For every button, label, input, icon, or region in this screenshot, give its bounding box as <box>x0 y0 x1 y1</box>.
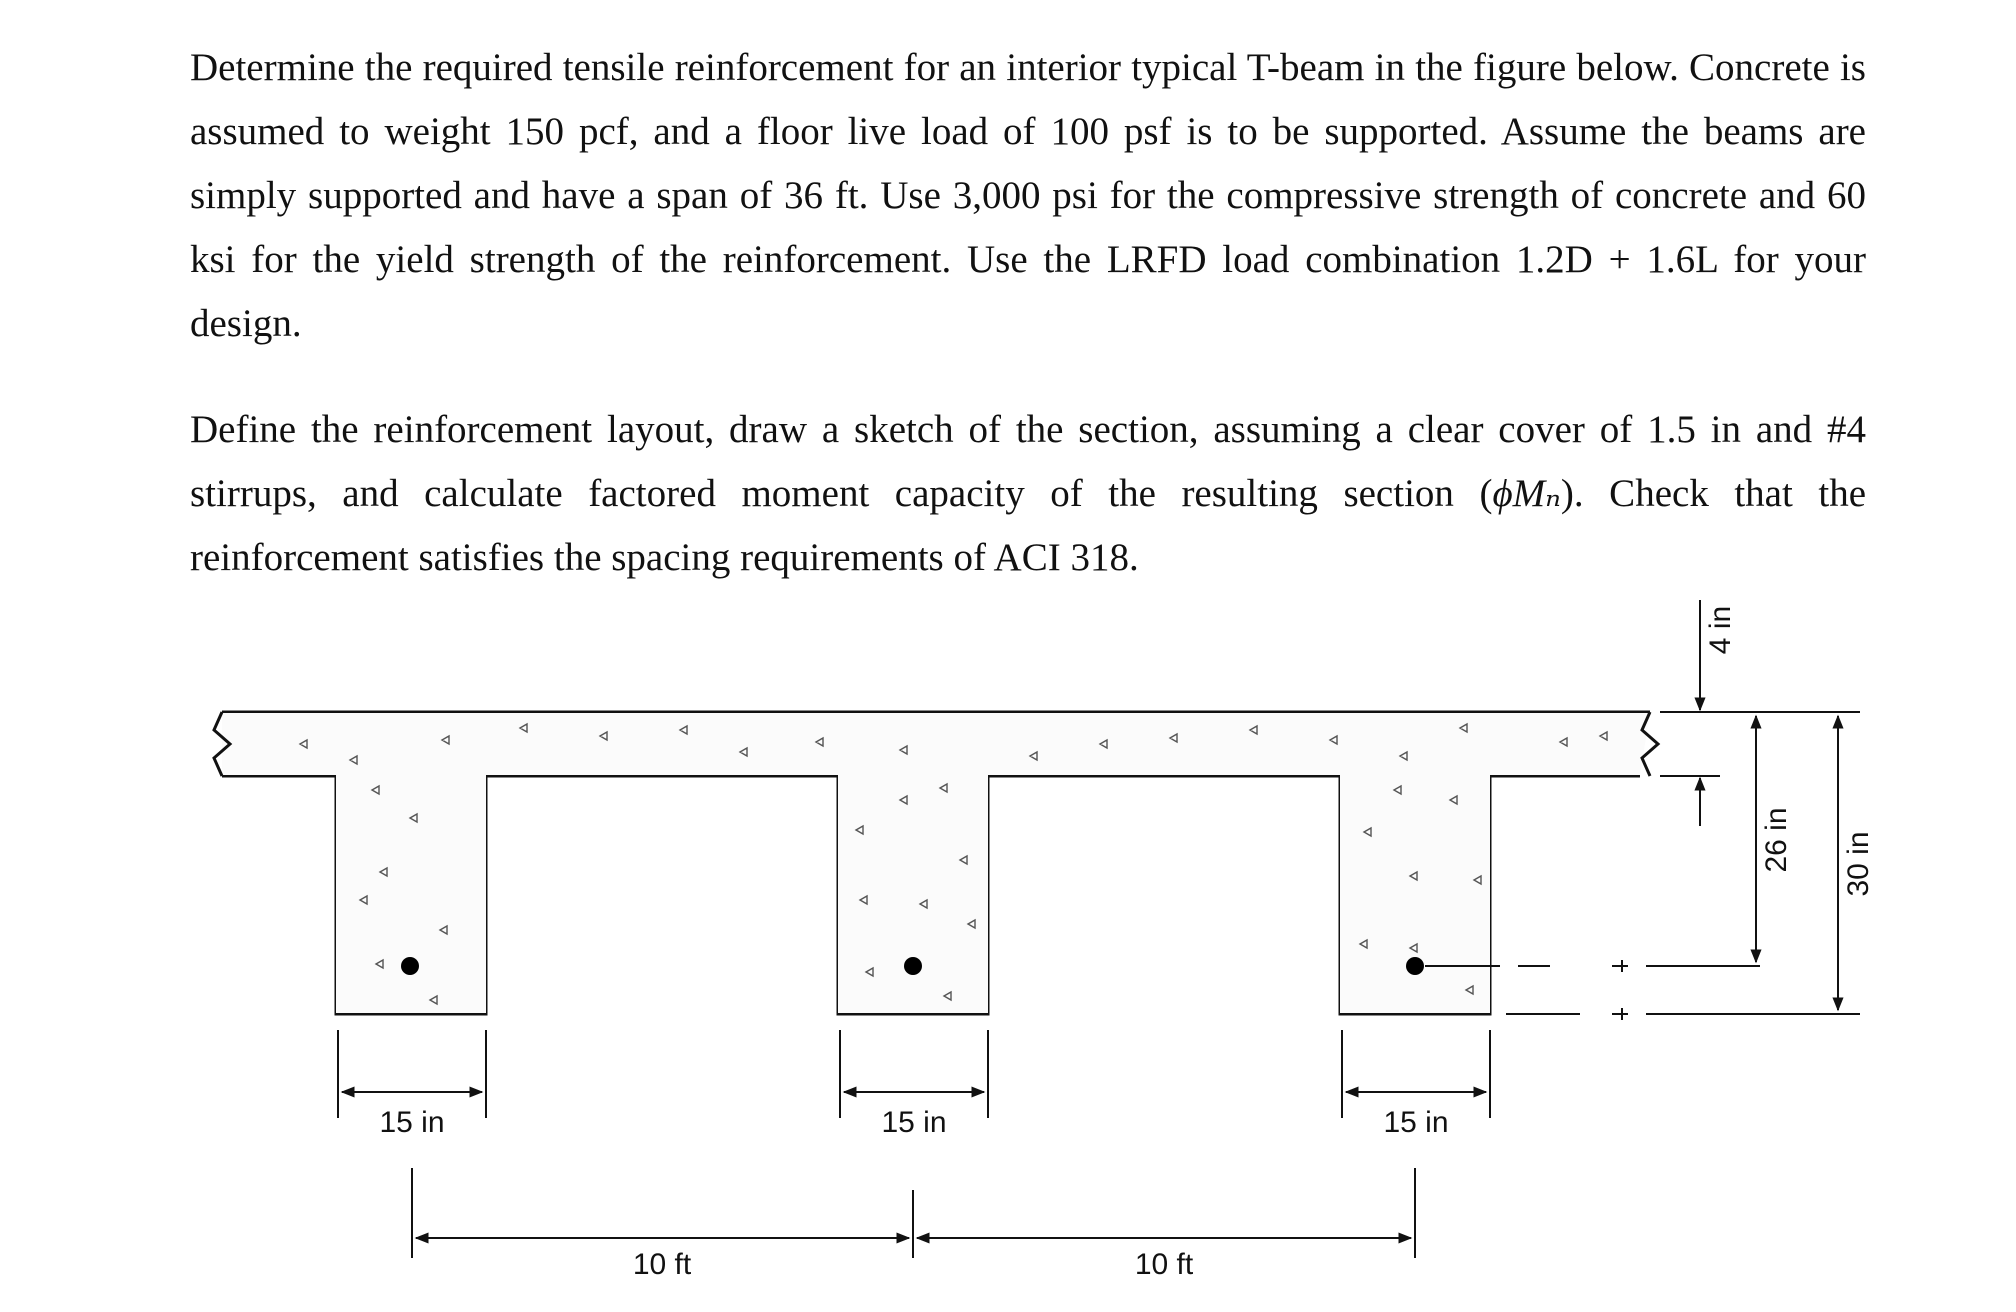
factored-moment-symbol: ϕMₙ <box>1492 472 1561 515</box>
total-depth-label: 30 in <box>1842 831 1875 897</box>
beam-spacing-dimensions <box>412 1168 1415 1258</box>
rebar-right <box>1406 957 1424 975</box>
beam-spacing-label-right: 10 ft <box>1134 1248 1194 1281</box>
problem-paragraph-2-text-a: Define the reinforcement layout, draw a sketch of the section, assuming a clear cover of 1.5 in and #4 stirrups, and calculate factored moment capacity of the resulting section ( <box>190 408 1866 515</box>
web-width-label-center: 15 in <box>881 1106 947 1139</box>
web-width-dimensions <box>338 1030 1490 1118</box>
rebar-left <box>401 957 419 975</box>
problem-paragraph-2-text-b: ). Check that the reinforcement satisfies the spacing requirements of ACI 318. <box>190 472 1867 579</box>
rebar-center <box>904 957 922 975</box>
concrete-fill <box>222 713 1650 1013</box>
effective-depth-label: 26 in <box>1760 807 1793 873</box>
web-width-label-left: 15 in <box>379 1106 445 1139</box>
web-width-label-right: 15 in <box>1383 1106 1449 1139</box>
beam-spacing-label-left: 10 ft <box>632 1248 692 1281</box>
slab-thickness-label: 4 in <box>1704 605 1737 655</box>
problem-paragraph-1: Determine the required tensile reinforcement for an interior typical T-beam in the figure below. Concrete is assumed to weight 150 pcf, and a floor live load of 100 psf is to be supported. Assume the beams are simply supported and have a span of 36 ft. Use 3,000 psi for the compressive strength of concrete and 60 ksi for the yield strength of the reinforcement. Use the LRFD load combination 1.2D + 1.6L for your design. <box>190 46 1866 345</box>
